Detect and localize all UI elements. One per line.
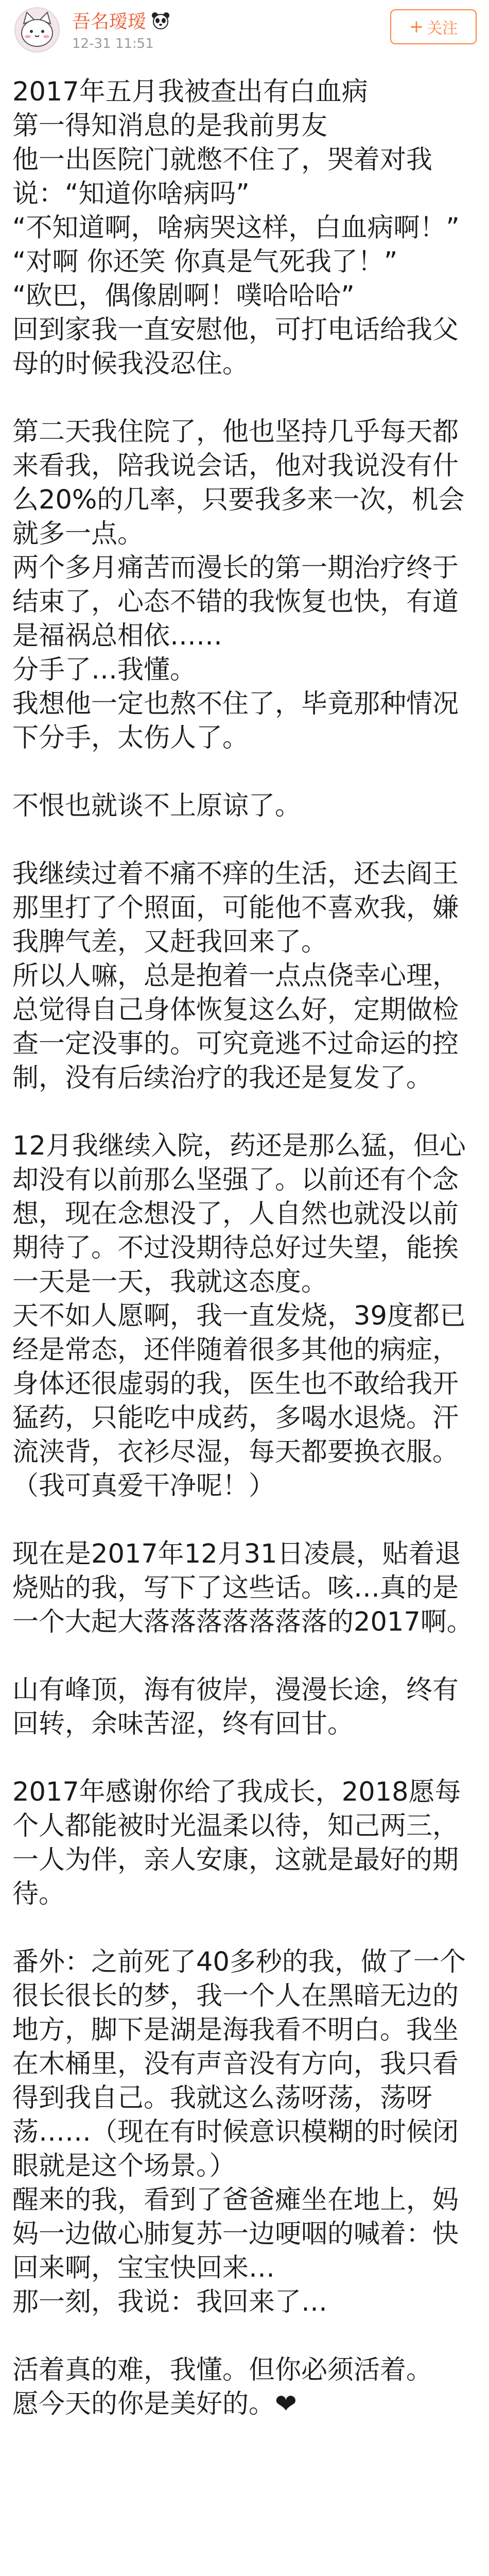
panda-face-icon (150, 10, 171, 31)
post-paragraph: 醒来的我，看到了爸爸瘫坐在地上，妈妈一边做心肺复苏一边哽咽的喊着：快回来啊，宝宝快回来… (12, 2185, 459, 2283)
post-paragraph: “欧巴，偶像剧啊！噗哈哈哈” (12, 281, 355, 311)
post-paragraph: 12月我继续入院，药还是那么猛，但心却没有以前那么坚强了。以前还有个念想，现在念想没了，人自然也就没以前期待了。不过没期待总好过失望，能挨一天是一天，我就这态度。 (12, 1131, 466, 1297)
paragraph-spacer (12, 823, 479, 857)
post-paragraph: 2017年感谢你给了我成长，2018愿每个人都能被时光温柔以待，知己两三，一人为伴，亲人安康，这就是最好的期待。 (12, 1777, 461, 1909)
post-paragraph: 现在是2017年12月31日凌晨，贴着退烧贴的我，写下了这些话。咳…真的是一个大起大落落落落落落落的2017啊。 (12, 1539, 473, 1637)
cat-avatar-icon (15, 8, 59, 52)
post-paragraph: 第一得知消息的是我前男友 (12, 111, 328, 141)
username[interactable]: 吾名瑷瑷 (72, 11, 147, 32)
paragraph-spacer (12, 755, 479, 789)
paragraph-spacer (12, 1639, 479, 1673)
post-paragraph: “不知道啊，啥病哭这样，白血病啊！” (12, 213, 460, 243)
post-paragraph: “对啊 你还笑 你真是气死我了！” (12, 247, 398, 277)
paragraph-spacer (12, 381, 479, 415)
plus-icon: + (409, 16, 424, 37)
post-paragraph: 山有峰顶，海有彼岸，漫漫长途，终有回转，余味苦涩，终有回甘。 (12, 1675, 459, 1739)
username-row[interactable] (72, 7, 171, 33)
avatar[interactable] (14, 7, 60, 53)
post-paragraph: 他一出医院门就憋不住了，哭着对我说：“知道你啥病吗” (12, 145, 433, 209)
post-timestamp: 12-31 11:51 (72, 36, 154, 52)
post-paragraph: 两个多月痛苦而漫长的第一期治疗终于结束了，心态不错的我恢复也快，有道是福祸总相依…… (12, 553, 459, 651)
post-paragraph: 2017年五月我被查出有白血病 (12, 77, 368, 107)
post-paragraph: 不恨也就谈不上原谅了。 (12, 791, 302, 821)
post-paragraph: 愿今天的你是美好的。❤ (12, 2389, 297, 2419)
paragraph-spacer (12, 1741, 479, 1775)
post-header (0, 0, 489, 61)
follow-label: 关注 (427, 20, 458, 38)
post-paragraph: 回到家我一直安慰他，可打电话给我父母的时候我没忍住。 (12, 315, 459, 379)
post-paragraph: 第二天我住院了，他也坚持几乎每天都来看我，陪我说会话，他对我说没有什么20%的几率，只要我多来一次，机会就多一点。 (12, 417, 465, 549)
post-paragraph: 分手了…我懂。 (12, 655, 197, 685)
post-paragraph: 番外：之前死了40多秒的我，做了一个很长很长的梦，我一个人在黑暗无边的地方，脚下是湖是海我看不明白。我坐在木桶里，没有声音没有方向，我只看得到我自己。我就这么荡呀荡，荡呀荡……（现在有时候意识模糊的时候闭眼就是这个场景。） (12, 1947, 466, 2181)
post-paragraph: 天不如人愿啊，我一直发烧，39度都已经是常态，还伴随着很多其他的病症，身体还很虚弱的我，医生也不敢给我开猛药，只能吃中成药，多喝水退烧。汗流浃背，衣衫尽湿，每天都要换衣服。（我可真爱干净呢！） (12, 1301, 466, 1501)
post-paragraph: 我继续过着不痛不痒的生活，还去阎王那里打了个照面，可能他不喜欢我，嫌我脾气差，又赶我回来了。 (12, 859, 459, 957)
post-paragraph: 那一刻，我说：我回来了… (12, 2287, 328, 2317)
paragraph-spacer (12, 1503, 479, 1537)
post-paragraph: 所以人嘛，总是抱着一点点侥幸心理，总觉得自己身体恢复这么好，定期做检查一定没事的。可究竟逃不过命运的控制，没有后续治疗的我还是复发了。 (12, 961, 459, 1093)
paragraph-spacer (12, 1911, 479, 1945)
post-body (12, 75, 479, 2421)
follow-button[interactable] (390, 9, 477, 44)
paragraph-spacer (12, 1095, 479, 1129)
paragraph-spacer (12, 2319, 479, 2353)
post-paragraph: 我想他一定也熬不住了，毕竟那种情况下分手，太伤人了。 (12, 689, 459, 753)
post-paragraph: 活着真的难，我懂。但你必须活着。 (12, 2355, 433, 2385)
